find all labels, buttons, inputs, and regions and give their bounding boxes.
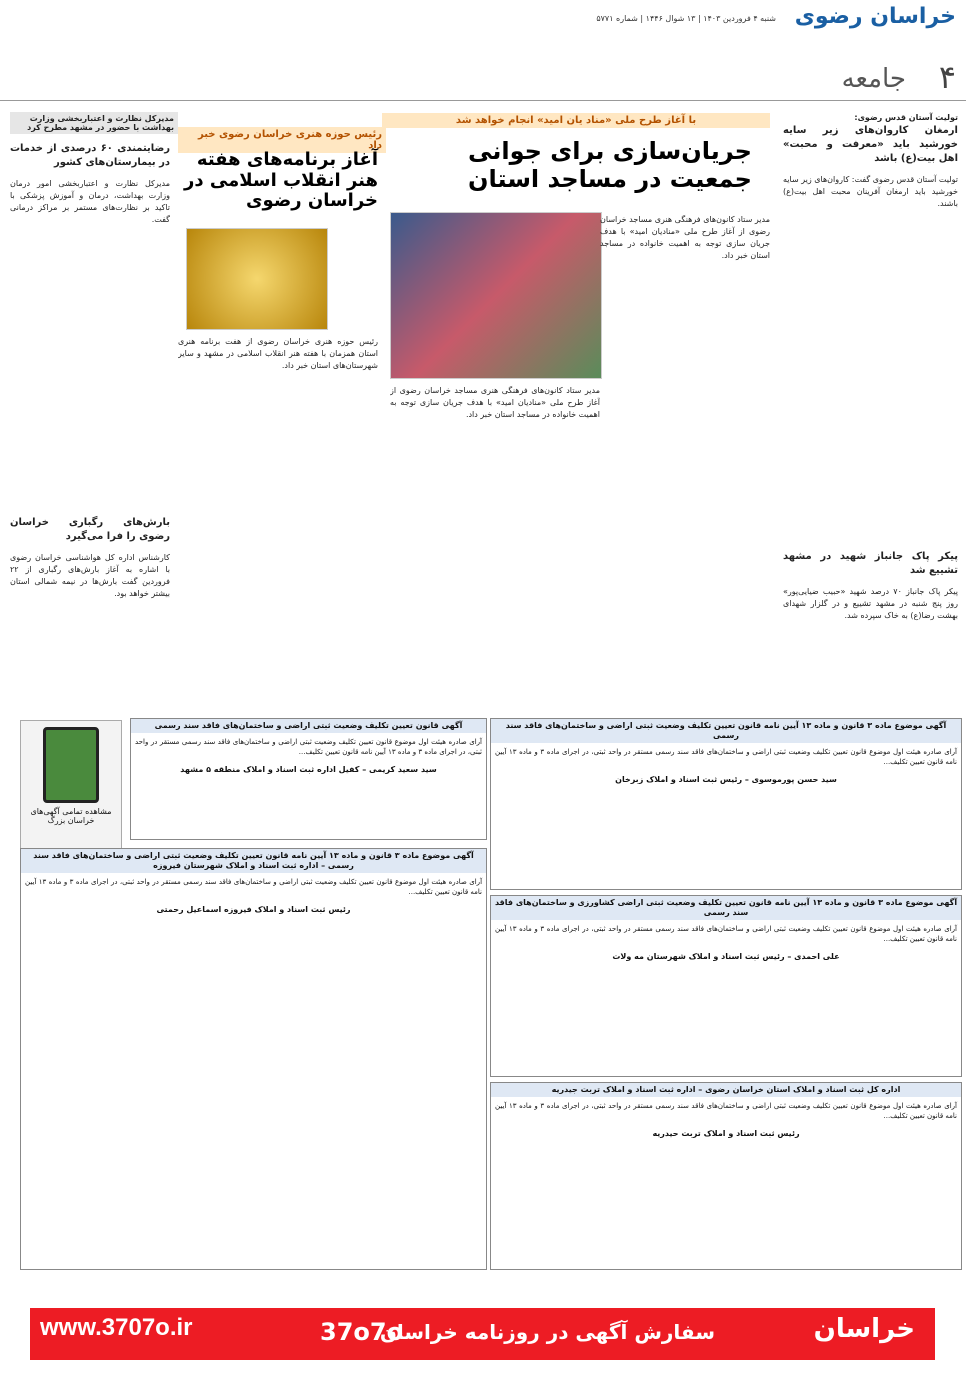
masthead <box>0 0 966 101</box>
ad-mahvelat: آگهی موضوع ماده ۳ قانون و ماده ۱۳ آیین نامه قانون تعیین تکلیف وضعیت ثبتی اراضی کشاورزی و ساختمان‌های فاقد سند رسمی آرای صادره هیئت اول موضوع قانون تعیین تکلیف وضعیت ثبتی اراضی و ساختمان‌های فاقد سند رسمی مستقر در واحد ثبتی، در اجرای ماده ۳ و ماده ۱۳ آیین نامه قانون تعیین تکلیف... علی احمدی – رئیس ثبت اسناد و املاک شهرستان مه ولات <box>490 895 962 1077</box>
ad-torbat-heydarieh: اداره کل ثبت اسناد و املاک استان خراسان رضوی – اداره ثبت اسناد و املاک تربت جیدریه آرای صادره هیئت اول موضوع قانون تعیین تکلیف وضعیت ثبتی اراضی و ساختمان‌های فاقد سند رسمی مستقر در واحد ثبتی، در اجرای ماده ۳ و ماده ۱۳ آیین نامه قانون تعیین تکلیف... رئیس ثبت اسناد و املاک تربت حیدریه <box>490 1082 962 1270</box>
newspaper-logo: خراسان رضوی <box>794 4 956 29</box>
art-body: رئیس حوزه هنری خراسان رضوی از هفت برنامه هنری استان همزمان با هفته هنر انقلاب اسلامی در مشهد و سایر شهرستان‌های استان خبر داد. <box>178 337 378 370</box>
left-title: رضایتمندی ۶۰ درصدی از خدمات در بیمارستان‌های کشور <box>10 143 170 168</box>
page-number: ۴ <box>938 58 956 96</box>
main-kicker: با آغاز طرح ملی «مناد یان امید» انجام خواهد شد <box>382 113 770 128</box>
left-kicker: مدیرکل نظارت و اعتباربخشی وزارت بهداشت با حضور در مشهد مطرح کرد <box>10 112 178 134</box>
banner-brand: خراسان <box>813 1314 915 1344</box>
dateline: شنبه ۴ فروردین ۱۴۰۳ | ۱۳ شوال ۱۴۴۶ | شماره ۵۷۷۱ <box>596 14 776 23</box>
mosque-gathering-photo <box>390 212 602 379</box>
right-sub-title: پیکر پاک جانباز شهید در مشهد تشییع شد <box>783 551 958 576</box>
art-kicker: رئیس حوزه هنری خراسان رضوی خبر داد <box>178 127 386 153</box>
section-title: جامعه <box>841 64 906 94</box>
banner-phone: 37o7o <box>320 1318 404 1346</box>
right-body: تولیت آستان قدس رضوی گفت: کاروان‌های زیر سایه خورشید باید ارمغان آفرینان محبت اهل بیت(ع) باشند. <box>783 175 958 208</box>
promo-caption: مشاهده تمامی آگهی‌های خراسان بزرگ <box>30 807 112 825</box>
right-column <box>783 112 958 710</box>
ad-zabarkhan: آگهی موضوع ماده ۳ قانون و ماده ۱۳ آیین نامه قانون تعیین تکلیف وضعیت ثبتی اراضی و ساختمان‌های فاقد سند رسمی آرای صادره هیئت اول موضوع قانون تعیین تکلیف وضعیت ثبتی اراضی و ساختمان‌های فاقد سند رسمی مستقر در واحد ثبتی، در اجرای ماده ۳ و ماده ۱۳ آیین نامه قانون تعیین تکلیف... سید حسن پورموسوی – رئیس ثبت اسناد و املاک زبرخان <box>490 718 962 890</box>
ad-firouzeh: آگهی موضوع ماده ۳ قانون و ماده ۱۳ آیین نامه قانون تعیین تکلیف وضعیت ثبتی اراضی و ساختمان‌های فاقد سند رسمی – اداره ثبت اسناد و املاک شهرستان فیروزه آرای صادره هیئت اول موضوع قانون تعیین تکلیف وضعیت ثبتی اراضی و ساختمان‌های فاقد سند رسمی مستقر در واحد ثبتی، در اجرای ماده ۳ و ماده ۱۳ آیین نامه قانون تعیین تکلیف... رئیس ثبت اسناد و املاک فیروزه اسماعیل رحمتی <box>20 848 487 1270</box>
left-sub-title: بارش‌های رگباری خراسان رضوی را فرا می‌گیرد <box>10 517 170 542</box>
left-sub-body: کارشناس اداره کل هواشناسی خراسان رضوی با اشاره به آغاز بارش‌های رگباری از ۲۲ فروردین گفت بارش‌ها در نیمه شمالی استان بیشتر خواهد بود. <box>10 553 170 598</box>
left-column <box>10 142 170 710</box>
left-body: مدیرکل نظارت و اعتباربخشی امور درمان وزارت بهداشت، درمان و آموزش پزشکی با تاکید بر نظارت‌های مستمر بر مراکز درمانی گفت. <box>10 179 170 224</box>
right-kicker: تولیت آستان قدس رضوی: <box>854 113 958 122</box>
main-body-col2: مدیر ستاد کانون‌های فرهنگی هنری مساجد خراسان رضوی از آغاز طرح ملی «منادیان امید» با هدف جریان سازی توجه به اهمیت خانواده در مساجد استان خبر داد. <box>390 386 600 419</box>
promo-box <box>20 720 122 862</box>
ad-mashhad-region5: آگهی قانون تعیین تکلیف وضعیت ثبتی اراضی و ساختمان‌های فاقد سند رسمی آرای صادره هیئت اول موضوع قانون تعیین تکلیف وضعیت ثبتی اراضی و ساختمان‌های فاقد سند رسمی مستقر در واحد ثبتی، در اجرای ماده ۳ و ماده ۱۳ آیین نامه قانون تعیین تکلیف... سید سعید کریمی – کفیل اداره ثبت اسناد و املاک منطقه ۵ مشهد <box>130 718 487 840</box>
banner-url[interactable]: www.3707o.ir <box>40 1314 193 1341</box>
right-title: ارمغان کاروان‌های زیر سایه خورشید باید «معرفت و محبت» اهل بیت(ع) باشد <box>783 125 958 164</box>
phone-illustration <box>43 727 99 803</box>
main-body-col1: مدیر ستاد کانون‌های فرهنگی هنری مساجد خراسان رضوی از آغاز طرح ملی «منادیان امید» با هدف جریان سازی توجه به اهمیت خانواده در مساجد استان خبر داد. <box>600 215 770 260</box>
banner-text: سفارش آگهی در روزنامه خراسان <box>379 1320 715 1344</box>
right-sub-body: پیکر پاک جانباز ۷۰ درصد شهید «حبیب ضیایی‌پور» روز پنج شنبه در مشهد تشییع و در گلزار شهدای بهشت رضا(ع) به خاک سپرده شد. <box>783 587 958 620</box>
ad-order-banner[interactable] <box>30 1308 935 1360</box>
main-headline: جریان‌سازی برای جوانی جمعیت در مساجد استان <box>468 137 752 193</box>
art-headline: آغاز برنامه‌های هفته هنر انقلاب اسلامی در خراسان رضوی <box>184 149 378 212</box>
art-week-poster <box>186 228 328 330</box>
